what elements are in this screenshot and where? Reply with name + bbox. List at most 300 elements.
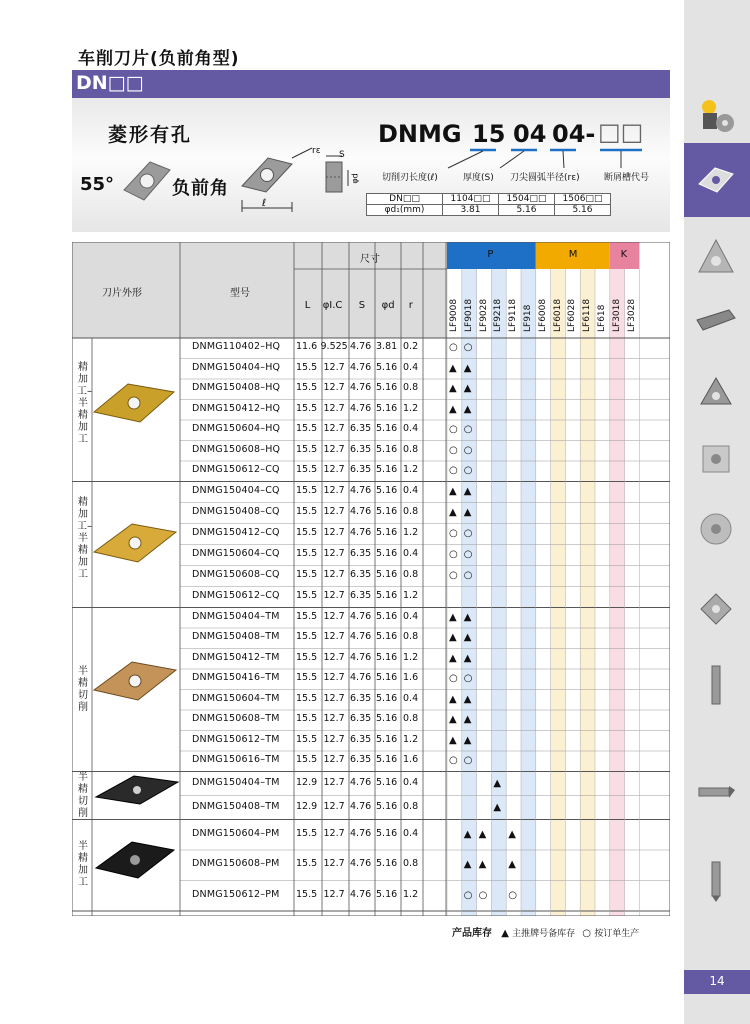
stock-mark: ▲ xyxy=(463,362,472,374)
insert-photo-tm xyxy=(94,662,176,700)
dim-cell: 1.2 xyxy=(403,590,419,601)
code-part-4: 04- xyxy=(552,120,596,148)
model-cell: DNMG150608–CQ xyxy=(192,569,280,580)
dim-cell: 5.16 xyxy=(376,692,398,704)
dim-cell: 6.35 xyxy=(350,590,372,601)
dim-cell: 12.7 xyxy=(323,692,345,704)
dim-cell: 4.76 xyxy=(350,506,372,517)
insert-photos xyxy=(72,242,192,916)
stock-mark: ○ xyxy=(478,889,488,901)
dim-cell: 1.2 xyxy=(403,733,419,745)
dim-cell: 15.5 xyxy=(296,423,318,435)
dim-cell: 1.2 xyxy=(403,651,419,663)
stock-mark: ▲ xyxy=(463,828,472,840)
grade-header: LF6028 xyxy=(567,298,578,332)
dim-cell: 12.7 xyxy=(323,776,345,788)
dim-cell: 12.7 xyxy=(323,733,345,745)
stock-mark: ○ xyxy=(463,570,473,581)
dim-cell: 15.5 xyxy=(296,361,318,373)
grade-group-label: M xyxy=(568,249,578,260)
dim-cell: 4.76 xyxy=(350,800,372,812)
stock-mark: ▲ xyxy=(463,652,472,664)
dim-cell: 4.76 xyxy=(350,672,372,684)
grade-header: LF6118 xyxy=(582,298,593,332)
dim-s: S xyxy=(339,150,345,160)
square-insert-icon[interactable] xyxy=(695,438,737,480)
grade-column-stripe xyxy=(580,269,595,916)
dim-cell: 4.76 xyxy=(350,651,372,663)
dim-cell: 12.7 xyxy=(323,651,345,663)
model-cell: DNMG150604–PM xyxy=(192,827,280,839)
stock-mark: ○ xyxy=(463,444,473,456)
dim-cell: 15.5 xyxy=(296,548,318,559)
code-part-1: DNMG xyxy=(378,120,462,148)
col-model-header: 型号 xyxy=(230,288,250,299)
boring-bar-icon[interactable] xyxy=(695,770,737,812)
group-name: 精加工–半精加工 xyxy=(77,361,92,445)
threading-insert-icon[interactable] xyxy=(695,372,737,414)
dim-cell: 15.5 xyxy=(296,382,318,394)
dim-cell: 15.5 xyxy=(296,713,318,725)
stock-mark: ▲ xyxy=(478,859,487,871)
model-cell: DNMG150616–TM xyxy=(192,754,280,766)
grade-column-stripe xyxy=(477,269,492,916)
spec-value: 5.16 xyxy=(499,205,555,216)
dim-cell: 5.16 xyxy=(376,858,398,870)
grade-column-stripe xyxy=(610,269,625,916)
dim-cell: 4.76 xyxy=(350,888,372,900)
dim-cell: 5.16 xyxy=(376,443,398,455)
code-part-5: □□ xyxy=(598,118,644,146)
grade-column-stripe xyxy=(491,269,506,916)
dim-cell: 5.16 xyxy=(376,754,398,766)
model-cell: DNMG150412–HQ xyxy=(192,402,281,414)
dim-cell: 5.16 xyxy=(376,631,398,643)
dim-cell: 4.76 xyxy=(350,485,372,496)
stock-mark: ○ xyxy=(508,889,517,901)
dim-cell: 15.5 xyxy=(296,569,318,580)
legend-open-symbol: ○ xyxy=(582,928,592,939)
dim-cell: 15.5 xyxy=(296,754,318,766)
stock-mark: ▲ xyxy=(449,362,457,374)
model-cell: DNMG150608–PM xyxy=(192,858,280,870)
grooving-insert-icon[interactable] xyxy=(695,298,737,340)
stock-mark: ▲ xyxy=(463,714,472,726)
dim-cell: 0.8 xyxy=(403,569,419,580)
dim-cell: 15.5 xyxy=(296,651,318,663)
stock-mark: ▲ xyxy=(449,632,457,644)
code-part-3: 04 xyxy=(513,120,547,148)
dim-cell: 15.5 xyxy=(296,443,318,455)
dim-cell: 0.4 xyxy=(403,692,419,704)
dim-cell: 12.7 xyxy=(323,754,345,766)
dim-cell: 4.76 xyxy=(350,361,372,373)
dim-cell: 12.7 xyxy=(323,485,345,496)
stock-mark: ▲ xyxy=(463,734,472,746)
stock-mark: ▲ xyxy=(493,777,502,789)
stock-mark: ▲ xyxy=(463,611,472,623)
drill-icon[interactable] xyxy=(695,860,737,902)
stock-mark: ▲ xyxy=(449,652,457,664)
dim-cell: 12.7 xyxy=(323,443,345,455)
dim-cell: 6.35 xyxy=(350,692,372,704)
grade-column-stripe xyxy=(521,269,536,916)
model-cell: DNMG150604–CQ xyxy=(192,548,280,559)
grade-header: LF9218 xyxy=(493,298,504,332)
stock-mark: ▲ xyxy=(463,632,472,644)
grade-column-stripe xyxy=(551,269,566,916)
dim-cell: 5.16 xyxy=(376,733,398,745)
model-cell: DNMG150604–TM xyxy=(192,692,280,704)
dim-cell: 0.8 xyxy=(403,631,419,643)
dim-cell: 12.7 xyxy=(323,548,345,559)
model-cell: DNMG150408–TM xyxy=(192,631,280,643)
legend-open-text: 按订单生产 xyxy=(594,929,640,939)
dim-cell: 12.7 xyxy=(323,423,345,435)
dim-cell: 0.8 xyxy=(403,713,419,725)
insert-55-icon xyxy=(116,150,176,210)
dim-cell: 12.7 xyxy=(323,800,345,812)
dim-cell: 15.5 xyxy=(296,672,318,684)
shape-label: 菱形有孔 xyxy=(108,124,193,146)
stock-mark: ▲ xyxy=(493,801,502,813)
col-dims-header: 尺寸 xyxy=(360,254,380,265)
dim-cell: 12.7 xyxy=(323,361,345,373)
stock-mark: ○ xyxy=(449,444,458,456)
model-cell: DNMG150604–HQ xyxy=(192,423,281,435)
dim-header: φd xyxy=(381,300,395,311)
grade-header: LF6018 xyxy=(552,298,563,332)
group-name: 半精加工 xyxy=(78,841,88,889)
dim-cell: 4.76 xyxy=(350,610,372,622)
stock-mark: ○ xyxy=(449,424,458,436)
angle-label: 55° xyxy=(80,174,115,195)
dim-cell: 5.16 xyxy=(376,527,398,538)
dim-cell: 0.8 xyxy=(403,506,419,517)
spec-value: 3.81 xyxy=(443,205,499,216)
stock-mark: ▲ xyxy=(463,403,472,415)
stock-mark: ▲ xyxy=(463,507,472,518)
model-cell: DNMG150608–TM xyxy=(192,713,280,725)
dim-cell: 1.2 xyxy=(403,402,419,414)
model-cell: DNMG150404–CQ xyxy=(192,485,280,496)
page-title: 车削刀片(负前角型) xyxy=(78,49,240,69)
dim-cell: 5.16 xyxy=(376,569,398,580)
dim-cell: 1.2 xyxy=(403,464,419,476)
stock-mark: ○ xyxy=(463,465,473,477)
stock-mark: ○ xyxy=(463,424,473,436)
dim-cell: 9.525 xyxy=(320,341,348,353)
grade-header: LF3018 xyxy=(611,298,622,332)
triangle-insert-icon[interactable] xyxy=(695,236,737,278)
dim-cell: 15.5 xyxy=(296,485,318,496)
model-cell: DNMG150612–TM xyxy=(192,733,280,745)
dim-cell: 11.6 xyxy=(296,341,318,353)
dim-cell: 5.16 xyxy=(376,672,398,684)
stock-mark: ▲ xyxy=(508,859,516,871)
dim-cell: 15.5 xyxy=(296,827,318,839)
spec-header: DN□□ xyxy=(367,194,443,205)
spec-header: 1104□□ xyxy=(443,194,499,205)
grade-header: LF618 xyxy=(597,304,607,332)
dim-cell: 4.76 xyxy=(350,382,372,394)
stock-mark: ○ xyxy=(463,342,473,354)
model-cell: DNMG150612–CQ xyxy=(192,590,280,601)
grade-header: LF9018 xyxy=(463,298,474,332)
dim-cell: 4.76 xyxy=(350,858,372,870)
model-cell: DNMG150408–HQ xyxy=(192,382,281,394)
dim-cell: 12.9 xyxy=(296,776,318,788)
dim-cell: 4.76 xyxy=(350,776,372,788)
dim-cell: 12.7 xyxy=(323,672,345,684)
code-part-2: 15 xyxy=(472,120,506,148)
dim-cell: 15.5 xyxy=(296,733,318,745)
dim-cell: 1.6 xyxy=(403,672,419,684)
dim-cell: 0.4 xyxy=(403,423,419,435)
model-cell: DNMG150404–HQ xyxy=(192,361,281,373)
model-cell: DNMG150612–CQ xyxy=(192,464,280,476)
dim-cell: 12.9 xyxy=(296,800,318,812)
spec-table xyxy=(366,193,611,216)
dim-cell: 5.16 xyxy=(376,713,398,725)
stock-mark: ○ xyxy=(449,570,458,581)
dim-cell: 5.16 xyxy=(376,827,398,839)
dim-cell: 5.16 xyxy=(376,423,398,435)
dim-cell: 12.7 xyxy=(323,506,345,517)
dim-cell: 1.2 xyxy=(403,527,419,538)
dim-cell: 0.4 xyxy=(403,610,419,622)
dim-cell: 12.7 xyxy=(323,569,345,580)
dim-cell: 12.7 xyxy=(323,402,345,414)
stock-mark: ○ xyxy=(463,755,473,767)
stock-mark: ○ xyxy=(449,342,458,354)
dim-cell: 4.76 xyxy=(350,527,372,538)
grade-header: LF3028 xyxy=(626,298,637,332)
dim-cell: 5.16 xyxy=(376,610,398,622)
grade-header: LF9118 xyxy=(508,298,519,332)
dim-header: L xyxy=(304,300,311,311)
dim-cell: 5.16 xyxy=(376,888,398,900)
dim-cell: 0.4 xyxy=(403,827,419,839)
model-cell: DNMG150608–HQ xyxy=(192,443,281,455)
dim-cell: 12.7 xyxy=(323,827,345,839)
stock-mark: ▲ xyxy=(449,714,457,726)
callout-chipbreaker: 断屑槽代号 xyxy=(604,173,650,183)
dim-cell: 0.4 xyxy=(403,361,419,373)
group-name: 半精切削 xyxy=(78,771,88,819)
stock-mark: ▲ xyxy=(463,383,472,395)
dim-cell: 6.35 xyxy=(350,569,372,580)
dim-cell: 0.4 xyxy=(403,548,419,559)
spec-header: 1504□□ xyxy=(499,194,555,205)
grade-header: LF9028 xyxy=(478,298,489,332)
stock-mark: ○ xyxy=(449,755,458,767)
stock-mark: ○ xyxy=(463,528,473,539)
dim-cell: 15.5 xyxy=(296,610,318,622)
insert-photo-hq xyxy=(94,384,174,422)
worker-gear-icon[interactable] xyxy=(695,95,737,137)
dim-cell: 5.16 xyxy=(376,506,398,517)
end-mill-icon[interactable] xyxy=(695,664,737,706)
dim-cell: 4.76 xyxy=(350,402,372,414)
dim-header: S xyxy=(358,300,366,311)
grade-header: LF9008 xyxy=(449,298,459,332)
dim-cell: 15.5 xyxy=(296,590,318,601)
stock-mark: ▲ xyxy=(449,403,457,415)
dim-cell: 15.5 xyxy=(296,527,318,538)
dim-cell: 5.16 xyxy=(376,651,398,663)
stock-mark: ▲ xyxy=(449,693,457,705)
turning-insert-icon[interactable] xyxy=(695,158,737,200)
round-insert-icon[interactable] xyxy=(695,508,737,550)
legend xyxy=(452,924,639,939)
col-shape-header: 刀片外形 xyxy=(102,288,142,299)
stock-mark: ▲ xyxy=(463,693,472,705)
stock-mark: ▲ xyxy=(449,383,457,395)
dim-cell: 12.7 xyxy=(323,590,345,601)
model-cell: DNMG150412–CQ xyxy=(192,527,280,538)
stock-mark: ○ xyxy=(449,673,458,685)
dim-cell: 4.76 xyxy=(350,827,372,839)
dim-cell: 5.16 xyxy=(376,361,398,373)
grade-column-stripe xyxy=(536,269,551,916)
model-cell: DNMG150612–PM xyxy=(192,888,280,900)
dim-cell: 15.5 xyxy=(296,692,318,704)
grade-header: LF918 xyxy=(523,304,533,332)
insert-photo-cq xyxy=(94,524,176,562)
spec-row-label: φd₁(mm) xyxy=(367,205,443,216)
stock-mark: ▲ xyxy=(449,734,457,746)
callout-thickness: 厚度(S) xyxy=(463,173,494,183)
model-cell: DNMG150404–TM xyxy=(192,776,280,788)
group-name: 半精切削 xyxy=(78,665,88,713)
dim-header: φI.C xyxy=(322,300,343,311)
dim-cell: 0.2 xyxy=(403,341,419,353)
grade-column-stripe xyxy=(565,269,580,916)
stock-mark: ▲ xyxy=(463,859,472,871)
dim-l: ℓ xyxy=(262,198,267,209)
dim-cell: 6.35 xyxy=(350,423,372,435)
dim-header: r xyxy=(408,300,413,311)
callout-length: 切削刃长度(ℓ) xyxy=(382,173,438,183)
grade-header: LF6008 xyxy=(537,298,548,332)
callout-radius: 刀尖圆弧半径(rε) xyxy=(510,173,580,183)
grade-column-stripe xyxy=(506,269,521,916)
stock-mark: ○ xyxy=(463,673,473,685)
dim-cell: 15.5 xyxy=(296,631,318,643)
rake-label: 负前角 xyxy=(172,178,229,199)
stock-mark: ▲ xyxy=(449,486,457,497)
dim-cell: 12.7 xyxy=(323,713,345,725)
dim-cell: 5.16 xyxy=(376,464,398,476)
insert-photo-pm xyxy=(96,842,174,878)
stock-mark: ▲ xyxy=(478,828,487,840)
model-cell: DNMG150404–TM xyxy=(192,610,280,622)
dim-cell: 1.2 xyxy=(403,888,419,900)
stock-mark: ○ xyxy=(449,528,458,539)
stock-mark: ○ xyxy=(449,549,458,560)
dim-cell: 15.5 xyxy=(296,464,318,476)
stock-mark: ○ xyxy=(463,549,473,560)
dim-cell: 0.8 xyxy=(403,858,419,870)
stock-mark: ▲ xyxy=(449,611,457,623)
legend-title: 产品库存 xyxy=(452,928,492,939)
dim-cell: 12.7 xyxy=(323,382,345,394)
dim-cell: 5.16 xyxy=(376,776,398,788)
model-cell: DNMG150412–TM xyxy=(192,651,280,663)
legend-filled-text: 主推牌号备库存 xyxy=(512,929,576,939)
stock-mark: ▲ xyxy=(463,486,472,497)
grade-column-stripe xyxy=(625,269,640,916)
dim-cell: 12.7 xyxy=(323,610,345,622)
dim-cell: 15.5 xyxy=(296,888,318,900)
page-number: 14 xyxy=(709,974,725,988)
dim-cell: 12.7 xyxy=(323,464,345,476)
stock-mark: ○ xyxy=(449,465,458,477)
dim-cell: 15.5 xyxy=(296,858,318,870)
dim-cell: 12.7 xyxy=(323,888,345,900)
product-table xyxy=(72,242,670,916)
spec-header: 1506□□ xyxy=(555,194,611,205)
dim-cell: 0.8 xyxy=(403,382,419,394)
dim-d: φd xyxy=(350,173,360,184)
dim-cell: 6.35 xyxy=(350,733,372,745)
dim-cell: 6.35 xyxy=(350,443,372,455)
dim-cell: 12.7 xyxy=(323,858,345,870)
dim-re: rε xyxy=(312,146,321,156)
section-code: DN□□ xyxy=(76,72,144,94)
milling-insert-icon[interactable] xyxy=(695,588,737,630)
model-cell: DNMG150408–CQ xyxy=(192,506,280,517)
model-cell: DNMG150408–TM xyxy=(192,800,280,812)
dim-cell: 4.76 xyxy=(350,341,372,353)
dim-cell: 12.7 xyxy=(323,631,345,643)
dim-cell: 0.8 xyxy=(403,443,419,455)
section-band xyxy=(72,70,670,98)
dim-cell: 1.6 xyxy=(403,754,419,766)
dim-cell: 3.81 xyxy=(376,341,398,353)
legend-filled-symbol: ▲ xyxy=(501,928,509,939)
dim-cell: 5.16 xyxy=(376,402,398,414)
dim-cell: 4.76 xyxy=(350,631,372,643)
model-cell: DNMG110402–HQ xyxy=(192,341,281,353)
insert-photo-tm-black xyxy=(96,776,178,804)
dim-cell: 5.16 xyxy=(376,800,398,812)
dim-cell: 0.8 xyxy=(403,800,419,812)
stock-mark: ▲ xyxy=(508,828,516,840)
dim-cell: 0.4 xyxy=(403,485,419,496)
dim-cell: 12.7 xyxy=(323,527,345,538)
dim-cell: 0.4 xyxy=(403,776,419,788)
dim-cell: 15.5 xyxy=(296,402,318,414)
dim-cell: 5.16 xyxy=(376,485,398,496)
dim-cell: 5.16 xyxy=(376,382,398,394)
model-cell: DNMG150416–TM xyxy=(192,672,280,684)
stock-mark: ○ xyxy=(463,889,473,901)
grade-column-stripe xyxy=(595,269,610,916)
dim-cell: 15.5 xyxy=(296,506,318,517)
spec-value: 5.16 xyxy=(555,205,611,216)
grade-group-label: P xyxy=(487,249,494,260)
dim-cell: 6.35 xyxy=(350,713,372,725)
stock-mark: ▲ xyxy=(449,507,457,518)
dim-cell: 6.35 xyxy=(350,754,372,766)
grade-group-label: K xyxy=(620,249,628,260)
dim-cell: 5.16 xyxy=(376,590,398,601)
dim-cell: 5.16 xyxy=(376,548,398,559)
dim-cell: 6.35 xyxy=(350,464,372,476)
dim-cell: 6.35 xyxy=(350,548,372,559)
